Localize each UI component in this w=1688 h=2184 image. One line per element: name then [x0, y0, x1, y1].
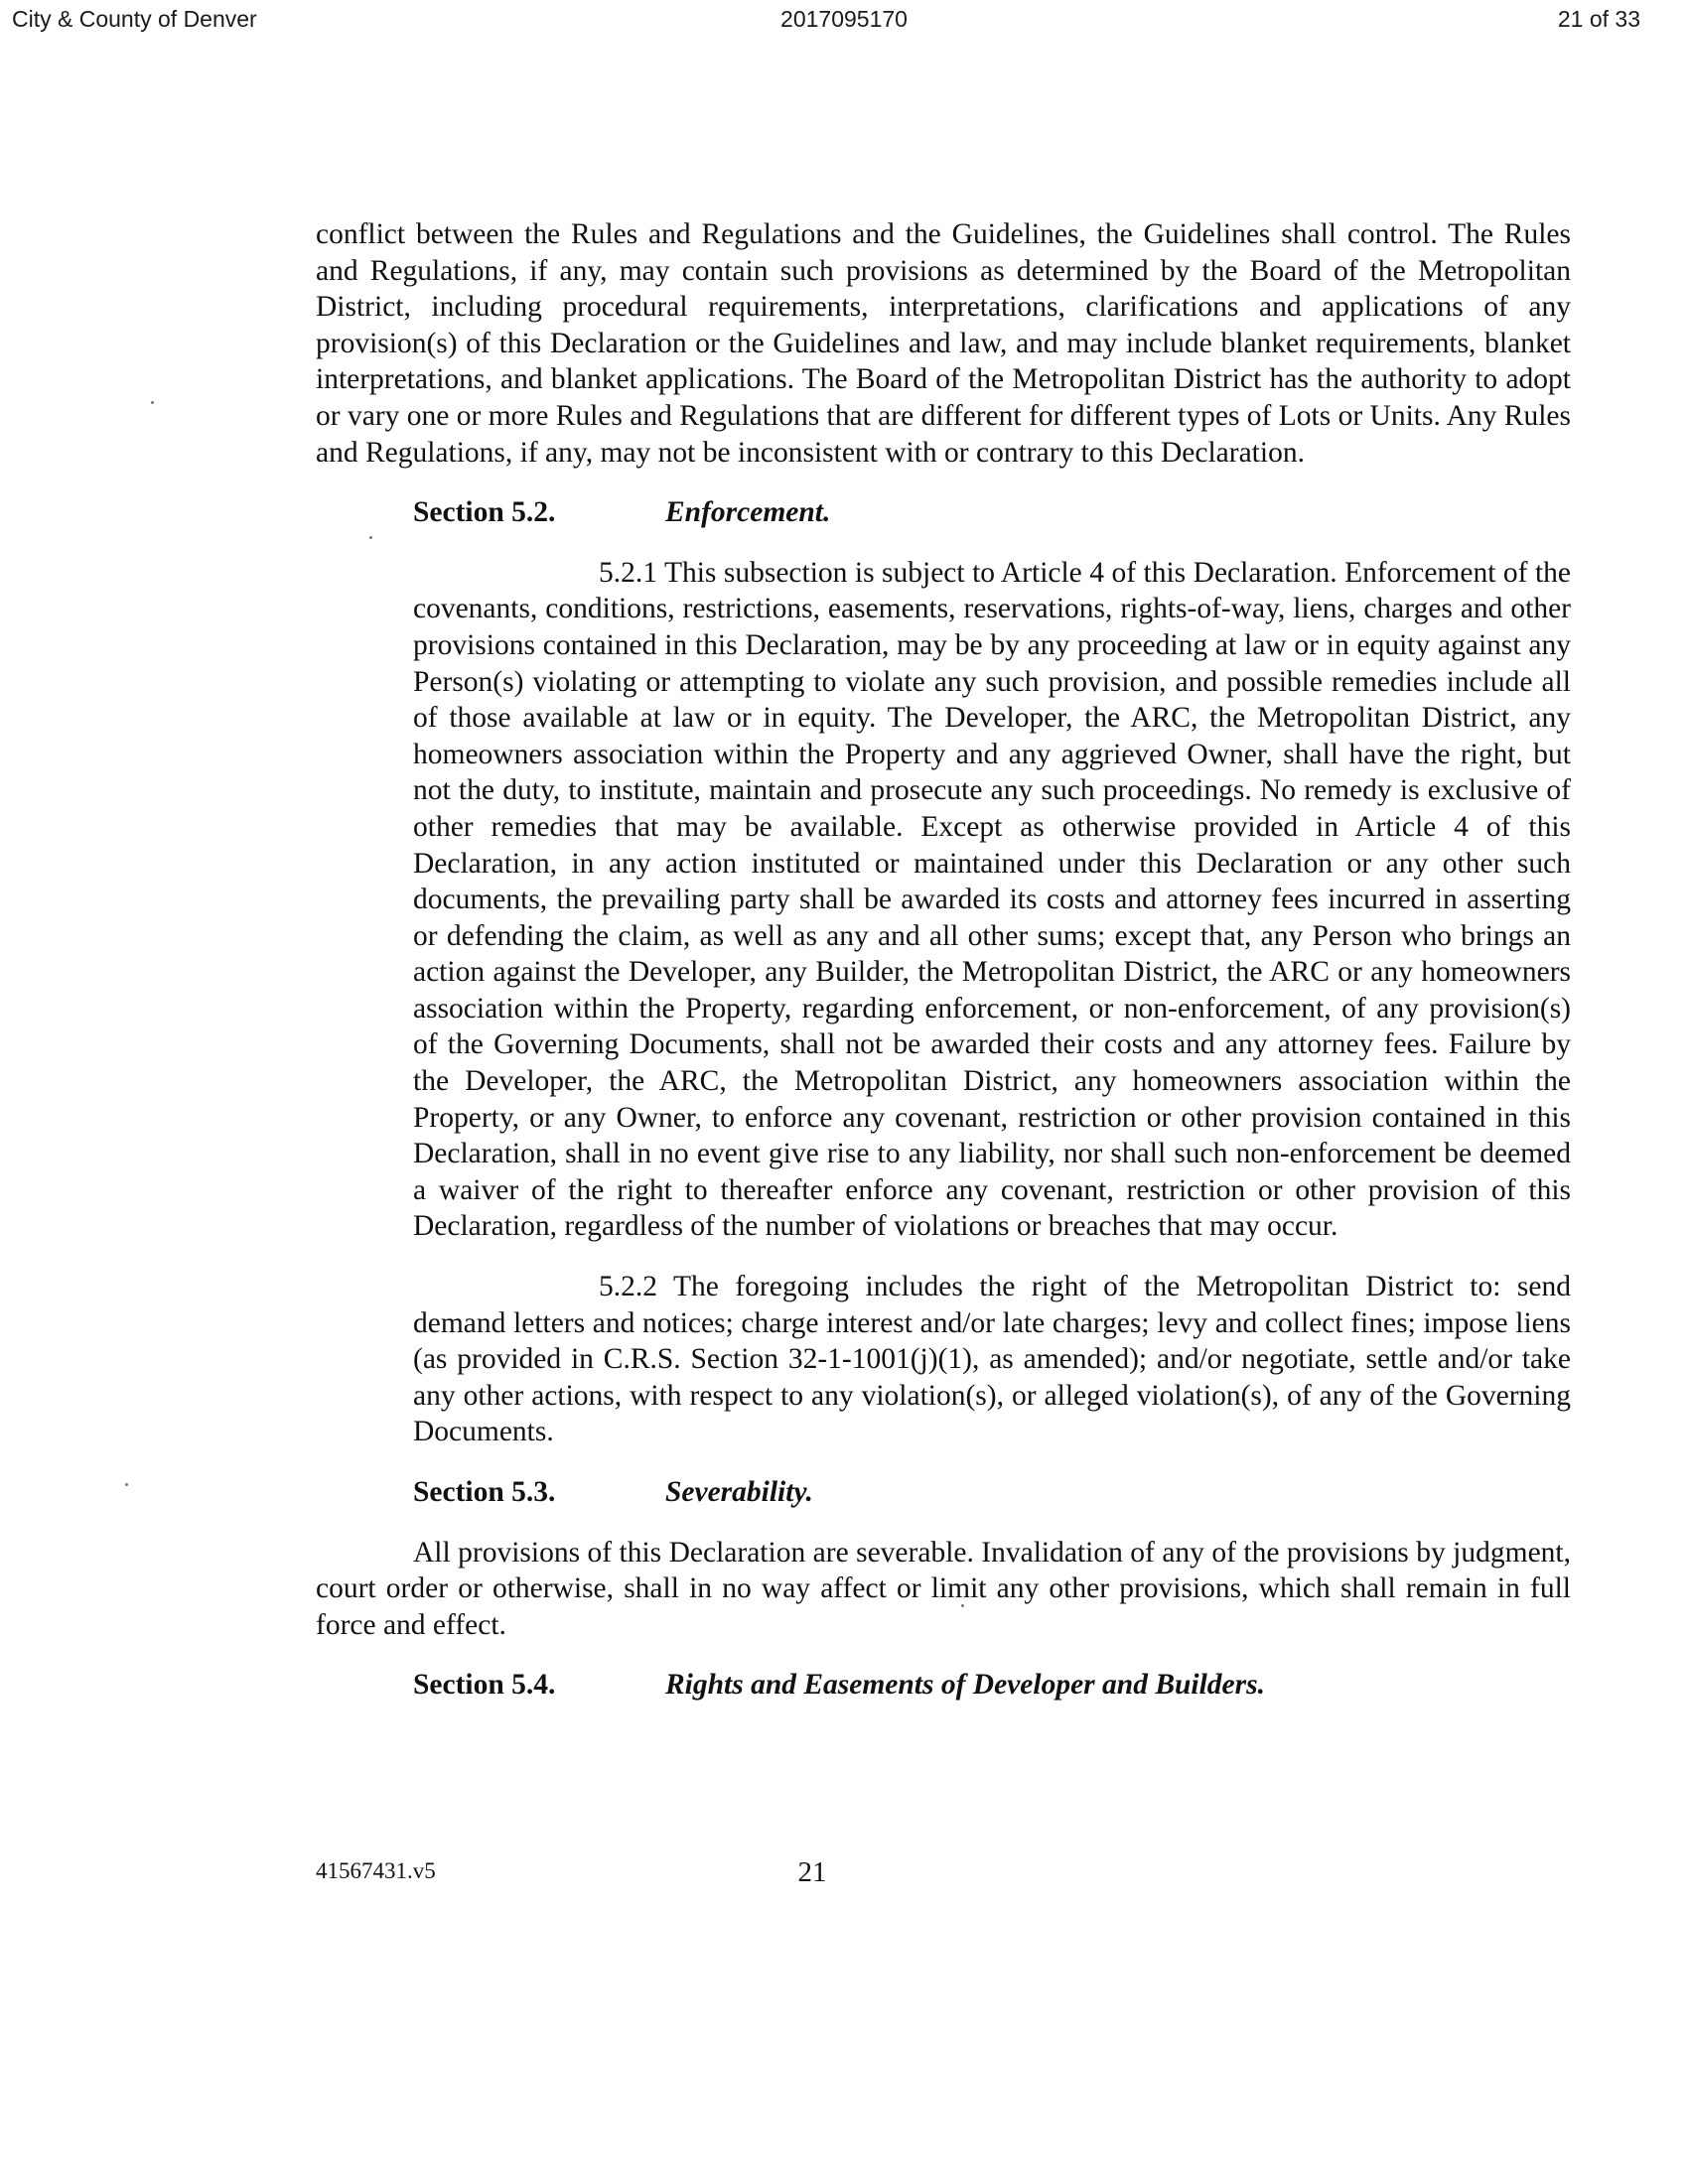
- section-number: Section 5.3.: [413, 1476, 556, 1508]
- section-title: Enforcement.: [665, 496, 831, 529]
- subsection-5-2-2: 5.2.2 The foregoing includes the right of the Metropolitan District to: send demand letters and notices; charge interest and/or late charges; levy and collect fines; impose liens (as provided in C.R.S. Section 32-1-1001(j)(1), as amended); and/or negotiate, settle and/or take any other actions, with respect to any violation(s), or alleged violation(s), of any of the Governing Documents.: [413, 1271, 1571, 1448]
- document-id: 41567431.v5: [316, 1858, 436, 1883]
- section-5-3-heading: [316, 1474, 1571, 1511]
- scan-speck: [961, 1604, 964, 1607]
- header-recorder: City & County of Denver: [12, 6, 257, 32]
- section-number: Section 5.2.: [413, 496, 556, 529]
- subsection-5-2-1: 5.2.1 This subsection is subject to Article 4 of this Declaration. Enforcement of the covenants, conditions, restrictions, easements, reservations, rights-of-way, liens, charges and other provisions contained in this Declaration, may be by any proceeding at law or in equity against any Person(s) violating or attempting to violate any such provision, and possible remedies include all of those available at law or in equity. The Developer, the ARC, the Metropolitan District, any homeowners association within the Property and any aggrieved Owner, shall have the right, but not the duty, to institute, maintain and prosecute any such proceedings. No remedy is exclusive of other remedies that may be available. Except as otherwise provided in Article 4 of this Declaration, in any action instituted or maintained under this Declaration or any other such documents, the prevailing party shall be awarded its costs and attorney fees incurred in asserting or defending the claim, as well as any and all other sums; except that, any Person who brings an action against the Developer, any Builder, the Metropolitan District, the ARC or any homeowners association within the Property, regarding enforcement, or non-enforcement, of any provision(s) of the Governing Documents, shall not be awarded their costs and any attorney fees. Failure by the Developer, the ARC, the Metropolitan District, any homeowners association within the Property, or any Owner, to enforce any covenant, restriction or other provision contained in this Declaration, shall in no event give rise to any liability, nor shall such non-enforcement be deemed a waiver of the right to thereafter enforce any covenant, restriction or other provision of this Declaration, regardless of the number of violations or breaches that may occur.: [413, 556, 1571, 1243]
- scan-speck: [151, 401, 154, 404]
- scan-speck: [125, 1483, 128, 1486]
- severability-paragraph: All provisions of this Declaration are severable. Invalidation of any of the provisions by judgment, court order or otherwise, shall in no way affect or limit any other provisions, which shall remain in full force and effect.: [316, 1536, 1571, 1641]
- section-number: Section 5.4.: [413, 1669, 556, 1702]
- section-5-2-heading: [316, 494, 1571, 531]
- scan-speck: [369, 536, 372, 539]
- section-5-4-heading: [316, 1667, 1571, 1704]
- header-page-count: 21 of 33: [1557, 6, 1640, 32]
- section-title: Rights and Easements of Developer and Builders.: [665, 1669, 1265, 1702]
- document-page-body: [316, 216, 1571, 1704]
- header-reception-number: 2017095170: [780, 6, 908, 32]
- intro-paragraph: conflict between the Rules and Regulations and the Guidelines, the Guidelines shall control. The Rules and Regulations, if any, may contain such provisions as determined by the Board of the Metropolitan District, including procedural requirements, interpretations, clarifications and applications of any provision(s) of this Declaration or the Guidelines and law, and may include blanket requirements, blanket interpretations, and blanket applications. The Board of the Metropolitan District has the authority to adopt or vary one or more Rules and Regulations that are different for different types of Lots or Units. Any Rules and Regulations, if any, may not be inconsistent with or contrary to this Declaration.: [316, 218, 1571, 469]
- page-number: 21: [797, 1856, 827, 1888]
- section-title: Severability.: [665, 1476, 813, 1508]
- document-footer: [316, 1856, 1571, 1896]
- document-header-bar: [0, 0, 1688, 40]
